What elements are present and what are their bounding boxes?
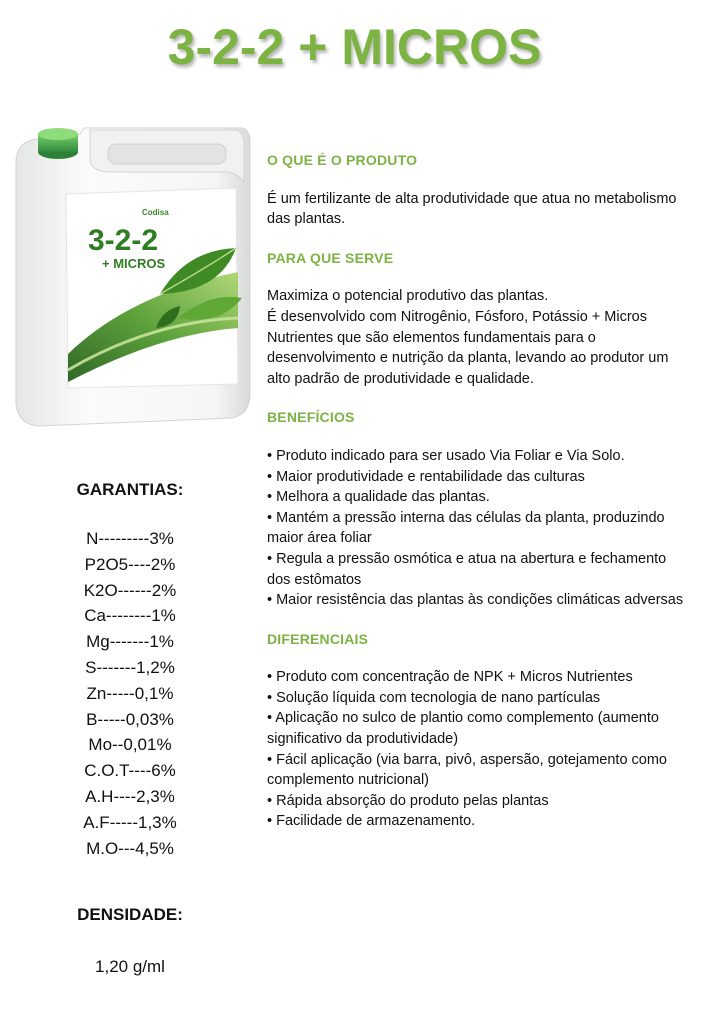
garantia-item: M.O---4,5%	[86, 838, 174, 858]
garantias-title: GARANTIAS:	[76, 480, 184, 499]
paragraph: É um fertilizante de alta produtividade que atua no metabolismo das plantas.	[267, 190, 677, 228]
beneficio-item: • Maior resistência das plantas às condições climáticas adversas	[267, 592, 684, 609]
diferencial-item: • Produto com concentração de NPK + Micros Nutrientes	[267, 669, 633, 686]
product-description	[267, 150, 692, 850]
garantia-item: A.F-----1,3%	[83, 812, 177, 832]
diferenciais-list	[267, 667, 692, 832]
svg-text:Codisa: Codisa	[142, 208, 169, 217]
beneficios-list	[267, 446, 692, 611]
densidade-value: 1,20 g/ml	[95, 957, 165, 976]
garantia-item: S-------1,2%	[85, 657, 175, 677]
svg-text:3-2-2: 3-2-2	[88, 224, 159, 257]
garantia-item: Mg-------1%	[86, 632, 174, 652]
diferencial-item: • Aplicação no sulco de plantio como complemento (aumento significativo da produtividade)	[267, 710, 659, 748]
paragraph: Maximiza o potencial produtivo das plantas.	[267, 288, 549, 305]
beneficio-item: • Maior produtividade e rentabilidade das culturas	[267, 468, 585, 485]
garantia-item: Mo--0,01%	[88, 735, 172, 755]
diferencial-item: • Facilidade de armazenamento.	[267, 813, 476, 830]
garantia-item: A.H----2,3%	[85, 786, 175, 806]
garantia-item: Ca--------1%	[84, 606, 176, 626]
product-jug-image	[10, 122, 258, 434]
beneficio-item: • Regula a pressão osmótica e atua na abertura e fechamento dos estômatos	[267, 550, 667, 588]
garantia-item: B-----0,03%	[86, 709, 174, 729]
paragraph: É desenvolvido com Nitrogênio, Fósforo, Potássio + Micros Nutrientes que são elementos fundamentais para o desenvolvimento e nutrição da planta, levando ao produtor um alto padrão de produtividade e qualidade.	[267, 308, 669, 387]
garantia-item: C.O.T----6%	[84, 761, 176, 781]
diferencial-item: • Fácil aplicação (via barra, pivô, aspersão, gotejamento como complemento nutricional)	[267, 751, 667, 789]
page-title: 3-2-2 + MICROS	[167, 19, 542, 75]
svg-text:+ MICROS: + MICROS	[102, 256, 166, 271]
garantia-item: Zn-----0,1%	[86, 683, 174, 703]
section-text-para-que	[267, 286, 692, 389]
densidade-title: DENSIDADE:	[77, 905, 183, 924]
diferencial-item: • Solução líquida com tecnologia de nano partículas	[267, 689, 601, 706]
section-title-o-que: O QUE É O PRODUTO	[267, 152, 418, 168]
section-title-para-que: PARA QUE SERVE	[267, 249, 394, 266]
beneficio-item: • Produto indicado para ser usado Via Foliar e Via Solo.	[267, 447, 625, 464]
beneficio-item: • Mantém a pressão interna das células da planta, produzindo maior área foliar	[267, 509, 665, 547]
garantia-item: P2O5----2%	[84, 554, 176, 574]
beneficio-item: • Melhora a qualidade das plantas.	[267, 489, 490, 506]
section-text-o-que	[267, 189, 692, 230]
garantia-item: N---------3%	[86, 529, 174, 548]
section-title-diferenciais: DIFERENCIAIS	[267, 630, 369, 647]
garantia-item: K2O------2%	[83, 580, 177, 600]
garantias-list	[55, 526, 205, 861]
section-title-beneficios: BENEFÍCIOS	[267, 409, 355, 426]
diferencial-item: • Rápida absorção do produto pelas plantas	[267, 792, 549, 809]
